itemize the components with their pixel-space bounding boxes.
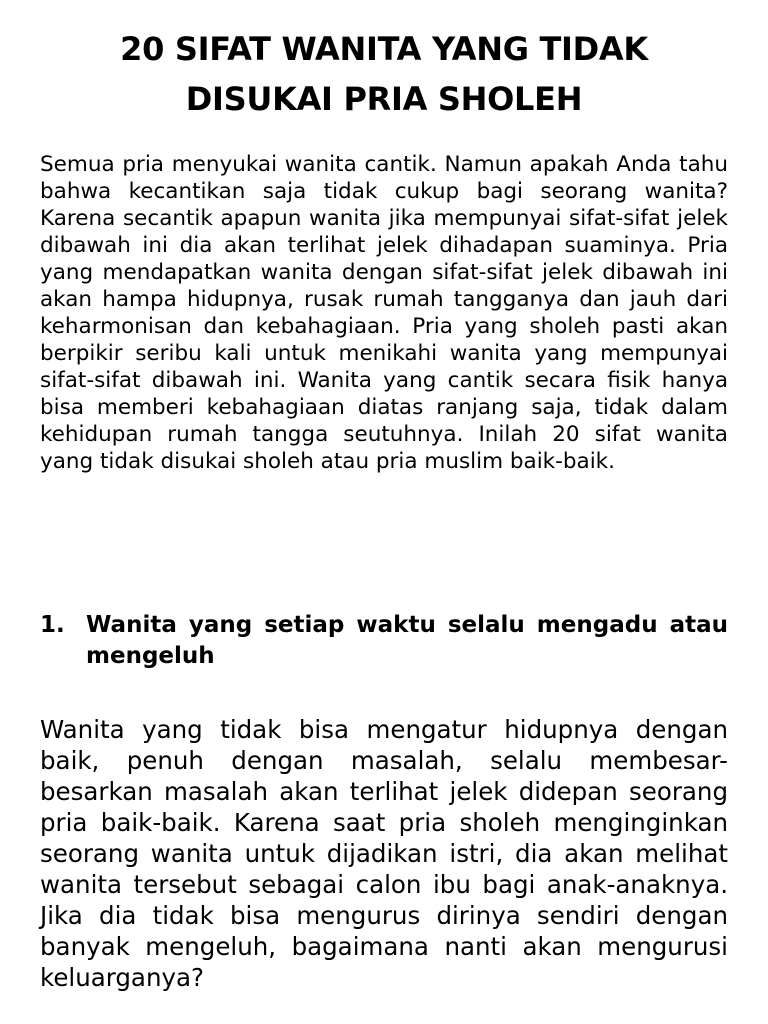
title-line-2: DISUKAI PRIA SHOLEH (185, 80, 583, 118)
page-title (40, 24, 728, 124)
point-1-number: 1. (40, 612, 65, 638)
point-1-body: Wanita yang tidak bisa mengatur hidupnya dengan baik, penuh dengan masalah, selalu membesar-besarkan masalah akan terlihat jelek didepan seorang pria baik-baik. Karena saat pria sholeh menginginkan seorang wanita untuk dijadikan istri, dia akan melihat wanita tersebut sebagai calon ibu bagi anak-anaknya. Jika dia tidak bisa mengurus dirinya sendiri dengan banyak mengeluh, bagaimana nanti akan mengurusi keluarganya? (40, 715, 728, 992)
title-line-1: 20 SIFAT WANITA YANG TIDAK (120, 30, 648, 68)
point-1-heading-text: Wanita yang setiap waktu selalu mengadu atau mengeluh (86, 612, 728, 669)
point-1-heading (40, 610, 728, 672)
intro-paragraph: Semua pria menyukai wanita cantik. Namun apakah Anda tahu bahwa kecantikan saja tidak cukup bagi seorang wanita? Karena secantik apapun wanita jika mempunyai sifat-sifat jelek dibawah ini dia akan terlihat jelek dihadapan suaminya. Pria yang mendapatkan wanita dengan sifat-sifat jelek dibawah ini akan hampa hidupnya, rusak rumah tangganya dan jauh dari keharmonisan dan kebahagiaan. Pria yang sholeh pasti akan berpikir seribu kali untuk menikahi wanita yang mempunyai sifat-sifat dibawah ini. Wanita yang cantik secara fisik hanya bisa memberi kebahagiaan diatas ranjang saja, tidak dalam kehidupan rumah tangga seutuhnya. Inilah 20 sifat wanita yang tidak disukai sholeh atau pria muslim baik-baik. (40, 152, 728, 474)
